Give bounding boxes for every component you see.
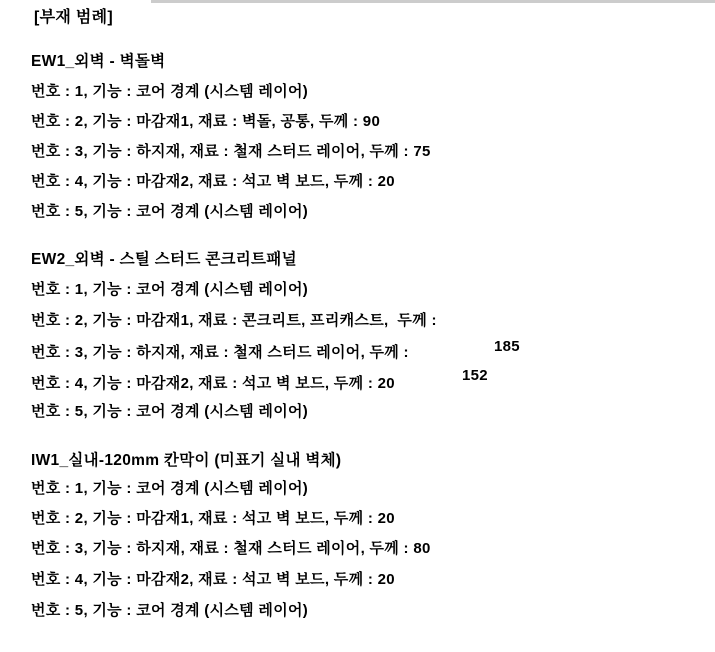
section-header-ew1: EW1_외벽 - 벽돌벽 <box>31 53 166 70</box>
section-header-ew2: EW2_외벽 - 스틸 스터드 콘크리트패널 <box>31 251 297 268</box>
iw1-layer-line: 번호 : 2, 기능 : 마감재1, 재료 : 석고 벽 보드, 두께 : 20 <box>31 510 395 527</box>
ew2-layer-line: 번호 : 4, 기능 : 마감재2, 재료 : 석고 벽 보드, 두께 : 20 <box>31 375 395 392</box>
window-top-divider <box>151 0 715 3</box>
ew2-layer-line: 번호 : 5, 기능 : 코어 경계 (시스템 레이어) <box>31 403 309 420</box>
iw1-layer-line: 번호 : 1, 기능 : 코어 경계 (시스템 레이어) <box>31 480 309 497</box>
ew2-layer-line: 번호 : 1, 기능 : 코어 경계 (시스템 레이어) <box>31 281 309 298</box>
ew2-thickness-value-185: 185 <box>494 338 520 355</box>
iw1-layer-line: 번호 : 4, 기능 : 마감재2, 재료 : 석고 벽 보드, 두께 : 20 <box>31 571 395 588</box>
iw1-layer-line: 번호 : 3, 기능 : 하지재, 재료 : 철재 스터드 레이어, 두께 : 80 <box>31 540 431 557</box>
section-header-iw1: IW1_실내-120mm 칸막이 (미표기 실내 벽체) <box>31 452 342 469</box>
ew2-layer-line: 번호 : 2, 기능 : 마감재1, 재료 : 콘크리트, 프리캐스트, 두께 : <box>31 312 437 329</box>
ew1-layer-line: 번호 : 3, 기능 : 하지재, 재료 : 철재 스터드 레이어, 두께 : 75 <box>31 143 431 160</box>
ew1-layer-line: 번호 : 4, 기능 : 마감재2, 재료 : 석고 벽 보드, 두께 : 20 <box>31 173 395 190</box>
ew2-thickness-value-152: 152 <box>462 367 488 384</box>
ew1-layer-line: 번호 : 5, 기능 : 코어 경계 (시스템 레이어) <box>31 203 309 220</box>
ew1-layer-line: 번호 : 2, 기능 : 마감재1, 재료 : 벽돌, 공통, 두께 : 90 <box>31 113 381 130</box>
ew1-layer-line: 번호 : 1, 기능 : 코어 경계 (시스템 레이어) <box>31 83 309 100</box>
page-title: [부재 범례] <box>34 9 114 26</box>
iw1-layer-line: 번호 : 5, 기능 : 코어 경계 (시스템 레이어) <box>31 602 309 619</box>
ew2-layer-line: 번호 : 3, 기능 : 하지재, 재료 : 철재 스터드 레이어, 두께 : <box>31 344 409 361</box>
